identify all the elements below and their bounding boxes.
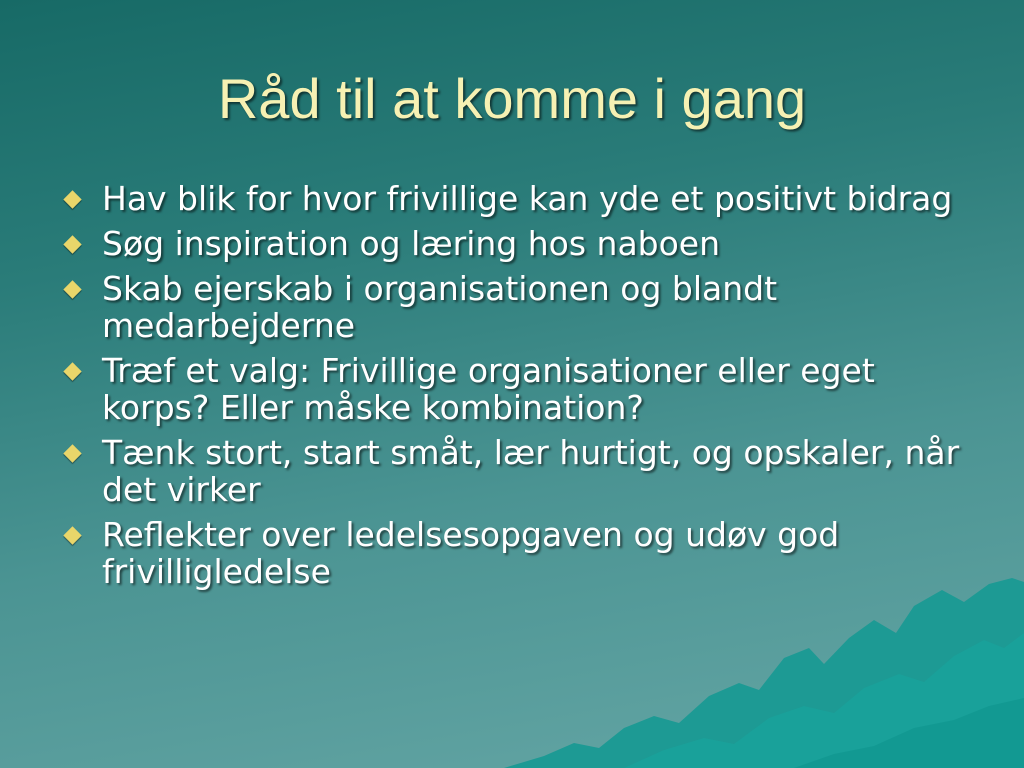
bullet-item <box>62 270 962 344</box>
diamond-icon <box>63 444 81 462</box>
bullet-text: Træf et valg: Frivillige organisationer eller eget korps? Eller måske kombination? <box>102 351 875 427</box>
slide-title: Råd til at komme i gang <box>217 67 807 130</box>
bullet-item <box>62 225 962 262</box>
bullet-text: Reflekter over ledelsesopgaven og udøv god frivilligledelse <box>102 515 840 591</box>
diamond-icon <box>63 362 81 380</box>
mountains-decoration <box>504 578 1024 768</box>
diamond-icon <box>63 235 81 253</box>
bullet-text: Hav blik for hvor frivillige kan yde et positivt bidrag <box>102 179 953 218</box>
diamond-icon <box>63 280 81 298</box>
bullet-text: Søg inspiration og læring hos naboen <box>102 224 721 263</box>
bullet-item <box>62 434 962 508</box>
bullet-item <box>62 352 962 426</box>
bullet-text: Tænk stort, start småt, lær hurtigt, og opskaler, når det virker <box>102 433 960 509</box>
bullet-text: Skab ejerskab i organisationen og blandt medarbejderne <box>102 269 778 345</box>
diamond-icon <box>63 190 81 208</box>
bullet-item <box>62 516 962 590</box>
bullet-item <box>62 180 962 217</box>
diamond-icon <box>63 526 81 544</box>
bullet-list <box>62 180 962 598</box>
